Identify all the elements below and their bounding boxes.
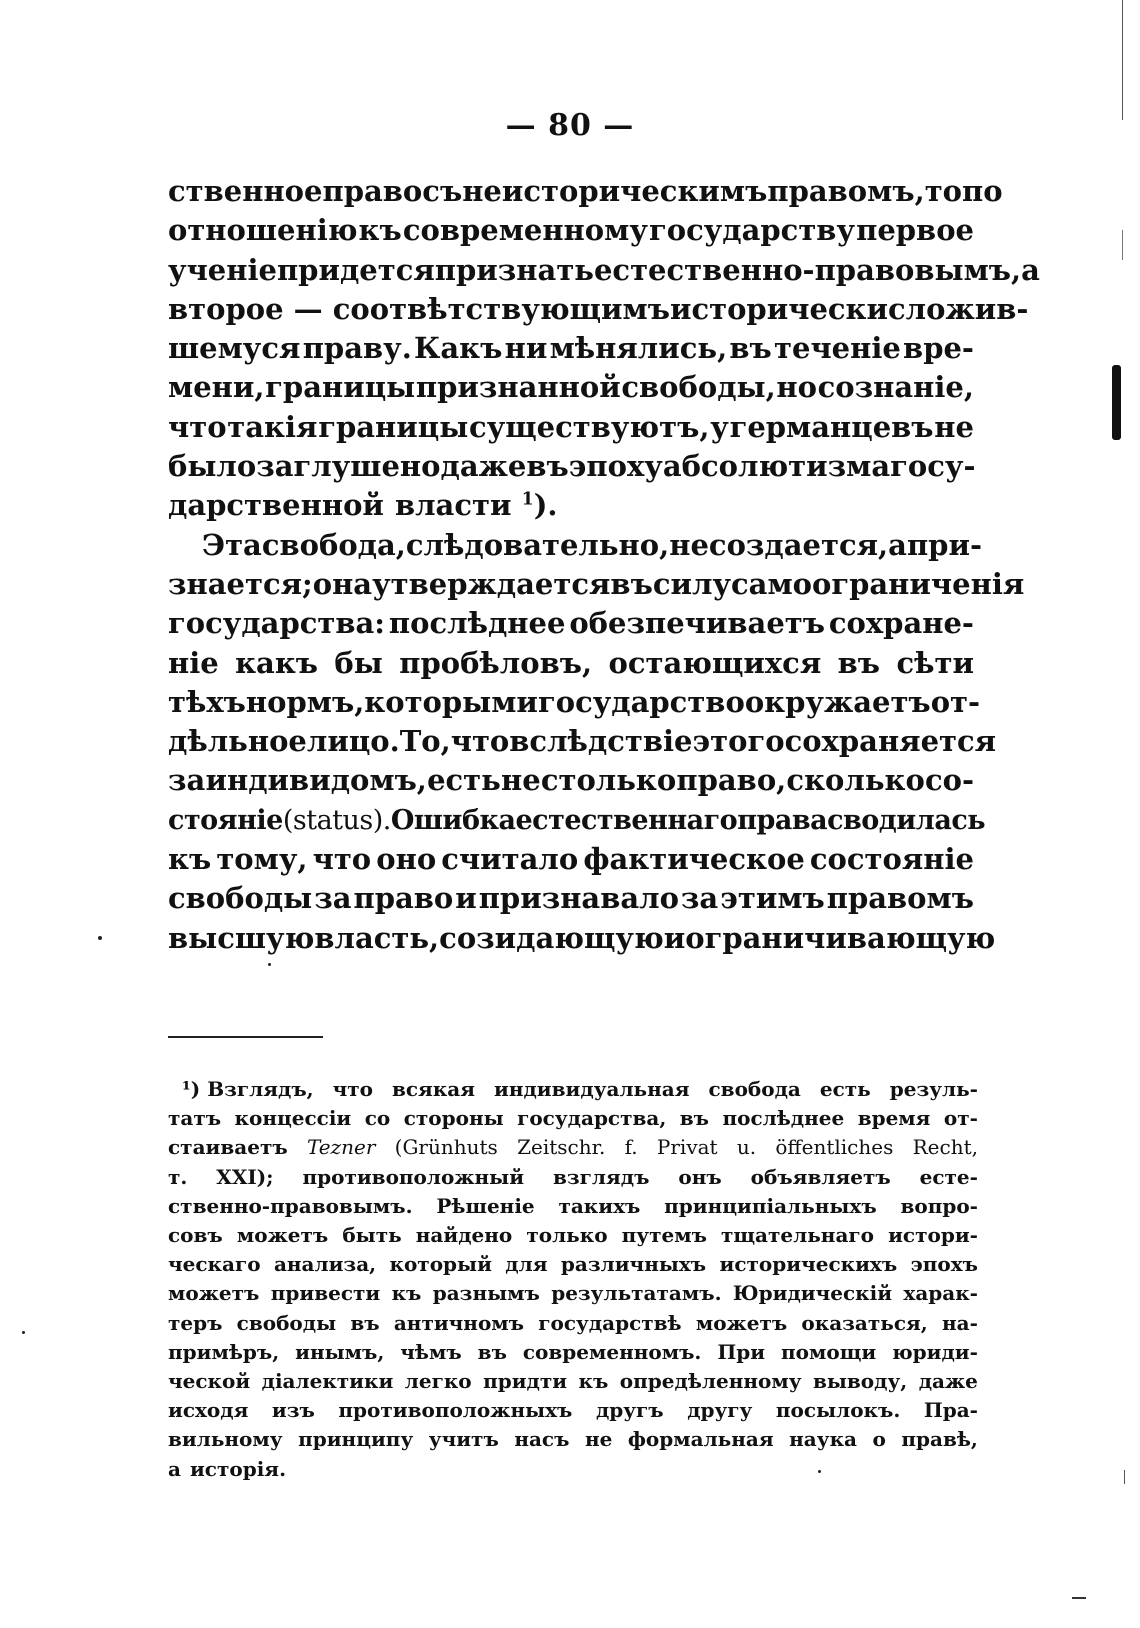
footnote-divider: [168, 1036, 323, 1038]
scan-edge-line: [1122, 230, 1123, 260]
footnote-line: исходя изъ противоположныхъ другъ другу посылокъ. Пра-: [168, 1398, 978, 1423]
text-line: государства: послѣднее обезпечиваетъ сохране-: [168, 606, 974, 641]
text-line: Эта свобода, слѣдовательно, не создается, а при-: [202, 527, 982, 562]
footnote-line: ственно-правовымъ. Рѣшеніе такихъ принципіальныхъ вопро-: [168, 1193, 978, 1218]
footnote-line: вильному принципу учитъ насъ не формальная наука о правѣ,: [168, 1427, 978, 1452]
text-line: ственное право съ неисторическимъ правомъ, то по: [168, 174, 1003, 208]
text-line: свободы за право и признавало за этимъ правомъ: [168, 881, 974, 916]
footnote-line: татъ концессіи со стороны государства, въ послѣднее время от-: [168, 1106, 978, 1131]
text-line: дарственной власти $^1$).: [168, 488, 558, 523]
footnote-line: т. XXI); противоположный взглядъ онъ объявляетъ есте-: [168, 1164, 978, 1189]
text-line: ніе какъ бы пробѣловъ, остающихся въ сѣти: [168, 645, 974, 680]
text-line: къ тому, что оно считало фактическое состояніе: [168, 842, 974, 877]
footnote: [168, 1075, 978, 1484]
footnote-line: теръ свободы въ античномъ государствѣ можетъ оказаться, на-: [168, 1310, 978, 1335]
scan-edge-mark: [1112, 365, 1121, 440]
text-line: что такія границы существуютъ, у германцевъ не: [168, 409, 974, 444]
footnote-line: ческой діалектики легко придти къ опредѣленному выводу, даже: [168, 1369, 978, 1394]
footnote-line: совъ можетъ быть найдено только путемъ тщательнаго истори-: [168, 1223, 978, 1248]
main-text: [168, 172, 1040, 958]
scan-edge-line: [1122, 0, 1123, 120]
text-line: за индивидомъ, есть не столько право, сколько со-: [168, 763, 974, 798]
footnote-reference: 1: [521, 489, 534, 510]
text-line: ученіе придется признать естественно-правовымъ, а: [168, 252, 1040, 287]
footnote-line: стаиваетъ Tezner (Grünhuts Zeitschr. f. Privat u. öffentliches Recht,: [168, 1133, 978, 1162]
text-line: высшую власть, созидающую и ограничивающую: [168, 920, 996, 955]
text-line: второе — соотвѣтствующимъ исторически сложив-: [168, 291, 1029, 326]
text-line: было заглушено даже въ эпоху абсолютизма госу-: [168, 449, 976, 484]
text-line: знается; она утверждается въ силу самоограниченія: [168, 566, 1025, 601]
footnote-line: можетъ привести къ разнымъ результатамъ. Юридическій харак-: [168, 1281, 978, 1306]
text-line: дѣльное лицо. То, что вслѣдствіе этого сохраняется: [168, 724, 997, 759]
footnote-line: ¹) Взглядъ, что всякая индивидуальная свобода есть резуль-: [182, 1077, 978, 1101]
page-number: — 80 —: [505, 108, 635, 143]
scan-speck: [98, 936, 102, 940]
text-line: отношенію къ современному государству первое: [168, 213, 974, 248]
footnote-marker: ¹): [182, 1077, 201, 1101]
footnote-line: ческаго анализа, который для различныхъ историческихъ эпохъ: [168, 1252, 978, 1277]
scan-speck: [268, 963, 271, 966]
text-line: мени, границы признанной свободы, но сознаніе,: [168, 370, 974, 405]
footnote-line: а исторія.: [168, 1456, 287, 1481]
text-line: тѣхъ нормъ, которыми государство окружаетъ от-: [168, 684, 981, 719]
text-line: шемуся праву. Какъ ни мѣнялись, въ теченіе вре-: [168, 331, 974, 366]
scan-speck: [22, 1331, 25, 1334]
scan-edge-mark: [1072, 1597, 1086, 1599]
footnote-line: примѣръ, инымъ, чѣмъ въ современномъ. При помощи юриди-: [168, 1339, 978, 1364]
author-name: Tezner: [306, 1135, 376, 1160]
scan-edge-mark: [1124, 1470, 1125, 1484]
text-line: стояніе (status). Ошибка естественнаго права сводилась: [168, 804, 986, 836]
